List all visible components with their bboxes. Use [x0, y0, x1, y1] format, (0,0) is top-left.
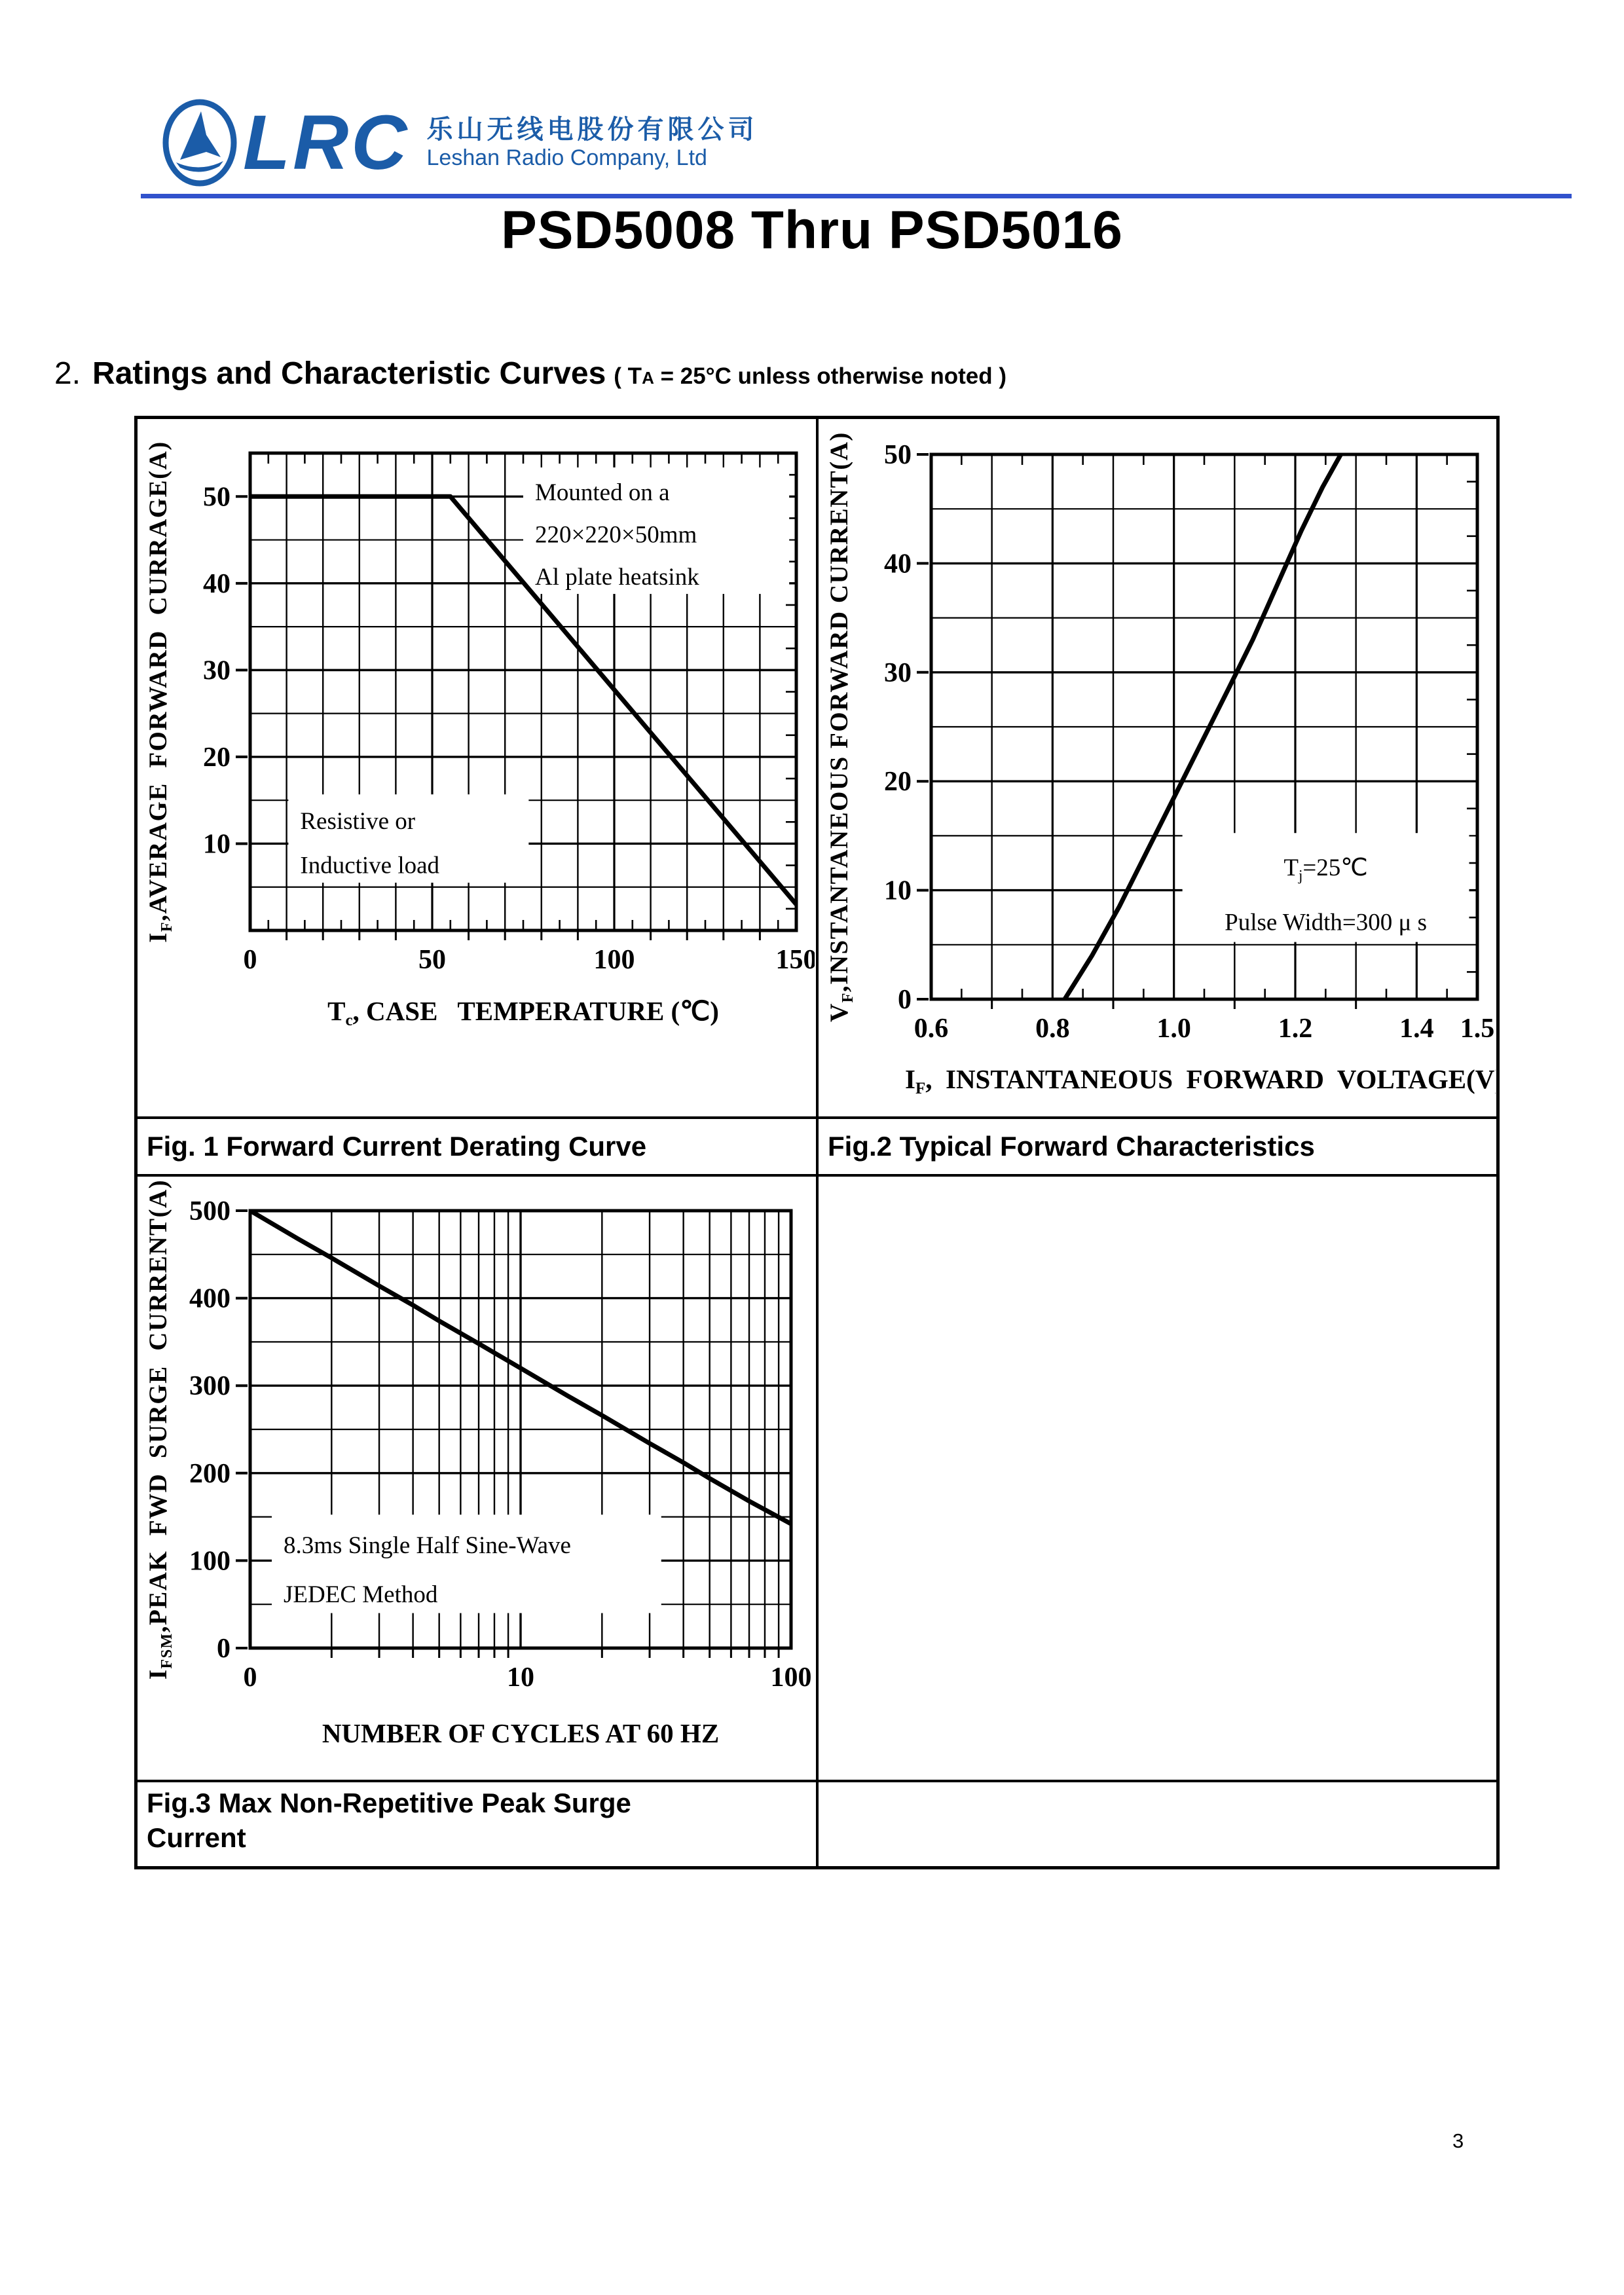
svg-text:0: 0 — [243, 1662, 257, 1693]
svg-text:NUMBER OF CYCLES AT 60 HZ: NUMBER OF CYCLES AT 60 HZ — [322, 1718, 720, 1748]
fig2-conditions-note — [1183, 833, 1469, 942]
fig3-cell — [138, 1174, 819, 1780]
svg-text:100: 100 — [593, 945, 635, 975]
svg-text:40: 40 — [203, 568, 231, 599]
svg-text:30: 30 — [884, 657, 912, 688]
svg-text:0.8: 0.8 — [1035, 1014, 1070, 1044]
svg-text:20: 20 — [884, 767, 912, 798]
svg-text:10: 10 — [507, 1662, 534, 1693]
logo-lrc-text: LRC — [243, 100, 410, 186]
svg-text:8.3ms Single Half Sine-Wave: 8.3ms Single Half Sine-Wave — [284, 1532, 571, 1559]
lrc-emblem-icon — [160, 97, 239, 189]
svg-text:0: 0 — [217, 1634, 231, 1664]
svg-text:Mounted on a: Mounted on a — [535, 479, 670, 507]
svg-text:50: 50 — [884, 440, 912, 470]
svg-text:500: 500 — [189, 1196, 231, 1226]
svg-text:40: 40 — [884, 549, 912, 579]
svg-text:220×220×50mm: 220×220×50mm — [535, 521, 697, 549]
fig1-caption — [138, 1116, 819, 1174]
fig1-cell — [138, 419, 819, 1116]
fig1-heatsink-note — [523, 468, 789, 594]
svg-text:50: 50 — [418, 945, 446, 975]
page-number: 3 — [1452, 2129, 1464, 2152]
fig3-caption — [138, 1780, 819, 1866]
fig3-jedec-note — [272, 1515, 661, 1613]
fig1-caption-text: Fig. 1 Forward Current Derating Curve — [147, 1131, 647, 1162]
svg-text:Pulse Width=300 μ s: Pulse Width=300 μ s — [1225, 909, 1428, 936]
svg-text:100: 100 — [770, 1662, 812, 1693]
svg-text:20: 20 — [203, 742, 231, 773]
fig2-caption-text: Fig.2 Typical Forward Characteristics — [828, 1131, 1315, 1162]
figure-table — [134, 416, 1500, 1869]
svg-text:IF,AVERAGE FORWARD CURRAGE(A: $I_F,AVERAGE$ FORWARD CURRAGE(A) — [144, 441, 175, 943]
svg-text:1.5: 1.5 — [1460, 1014, 1495, 1044]
svg-text:Resistive or: Resistive or — [300, 807, 416, 835]
fig2-cell — [819, 419, 1496, 1116]
note-pre: ( T — [614, 363, 642, 389]
svg-text:JEDEC Method: JEDEC Method — [284, 1581, 438, 1609]
svg-text:200: 200 — [189, 1458, 231, 1489]
section-number: 2. — [54, 356, 81, 391]
svg-text:VF,INSTANTANEOUS FORWARD CURRE: $V_F,INSTANTANEOUS$ FORWARD CURRENT(A) — [825, 431, 857, 1022]
svg-text:50: 50 — [203, 482, 231, 513]
svg-text:300: 300 — [189, 1371, 231, 1402]
fig3-caption-text: Fig.3 Max Non-Repetitive Peak Surge Current — [147, 1788, 631, 1853]
empty-cell-bottom-right — [819, 1780, 1496, 1866]
svg-text:0: 0 — [243, 945, 257, 975]
fig3-svg — [140, 1181, 815, 1763]
fig1-load-note — [288, 794, 528, 883]
note-post: = 25°C unless otherwise noted ) — [654, 363, 1007, 389]
svg-text:1.2: 1.2 — [1278, 1014, 1313, 1044]
svg-text:Tc, CASE TEMPERATURE (℃): $T_c$, CASE TEMPERATURE (℃) — [327, 996, 719, 1030]
company-name-chinese: 乐山无线电股份有限公司 — [426, 115, 758, 144]
fig2-caption — [819, 1116, 1496, 1174]
svg-text:1.0: 1.0 — [1156, 1014, 1191, 1044]
svg-text:IF, INSTANTANEOUS FORWARD V: $I_F$, INSTANTANEOUS FORWARD VOLTAGE(V) — [904, 1064, 1496, 1098]
svg-text:1.4: 1.4 — [1399, 1014, 1434, 1044]
company-logo — [160, 97, 758, 189]
svg-text:0.6: 0.6 — [913, 1014, 949, 1044]
svg-text:IFSM,PEAK FWD SURGE CURRENT: $I_{FSM},PEAK$ FWD SURGE CURRENT(A) — [144, 1181, 175, 1680]
svg-text:30: 30 — [203, 655, 231, 686]
svg-text:Al plate heatsink: Al plate heatsink — [535, 563, 699, 591]
company-name-english: Leshan Radio Company, Ltd — [426, 145, 707, 170]
fig3-chart — [140, 1181, 816, 1767]
svg-text:Inductive load: Inductive load — [300, 852, 440, 879]
fig1-chart — [140, 423, 816, 1055]
svg-text:Tj=25℃: $T_j=25℃$ — [1283, 854, 1368, 884]
fig2-chart — [821, 423, 1496, 1115]
svg-text:100: 100 — [189, 1546, 231, 1577]
svg-text:10: 10 — [884, 875, 912, 906]
fig2-svg — [821, 423, 1496, 1112]
page-title: PSD5008 Thru PSD5016 — [501, 200, 1123, 260]
note-subscript: A — [642, 368, 654, 388]
svg-text:150: 150 — [775, 945, 815, 975]
header-divider-rule — [141, 194, 1572, 198]
section-heading — [54, 356, 1006, 392]
logo-company-names — [427, 115, 758, 172]
svg-text:400: 400 — [189, 1283, 231, 1314]
section-title: Ratings and Characteristic Curves — [92, 356, 606, 391]
section-condition-note — [614, 363, 1006, 389]
fig1-svg — [140, 423, 815, 1052]
svg-text:10: 10 — [203, 829, 231, 860]
empty-cell-right-of-fig3 — [819, 1174, 1496, 1780]
svg-text:0: 0 — [898, 985, 912, 1015]
